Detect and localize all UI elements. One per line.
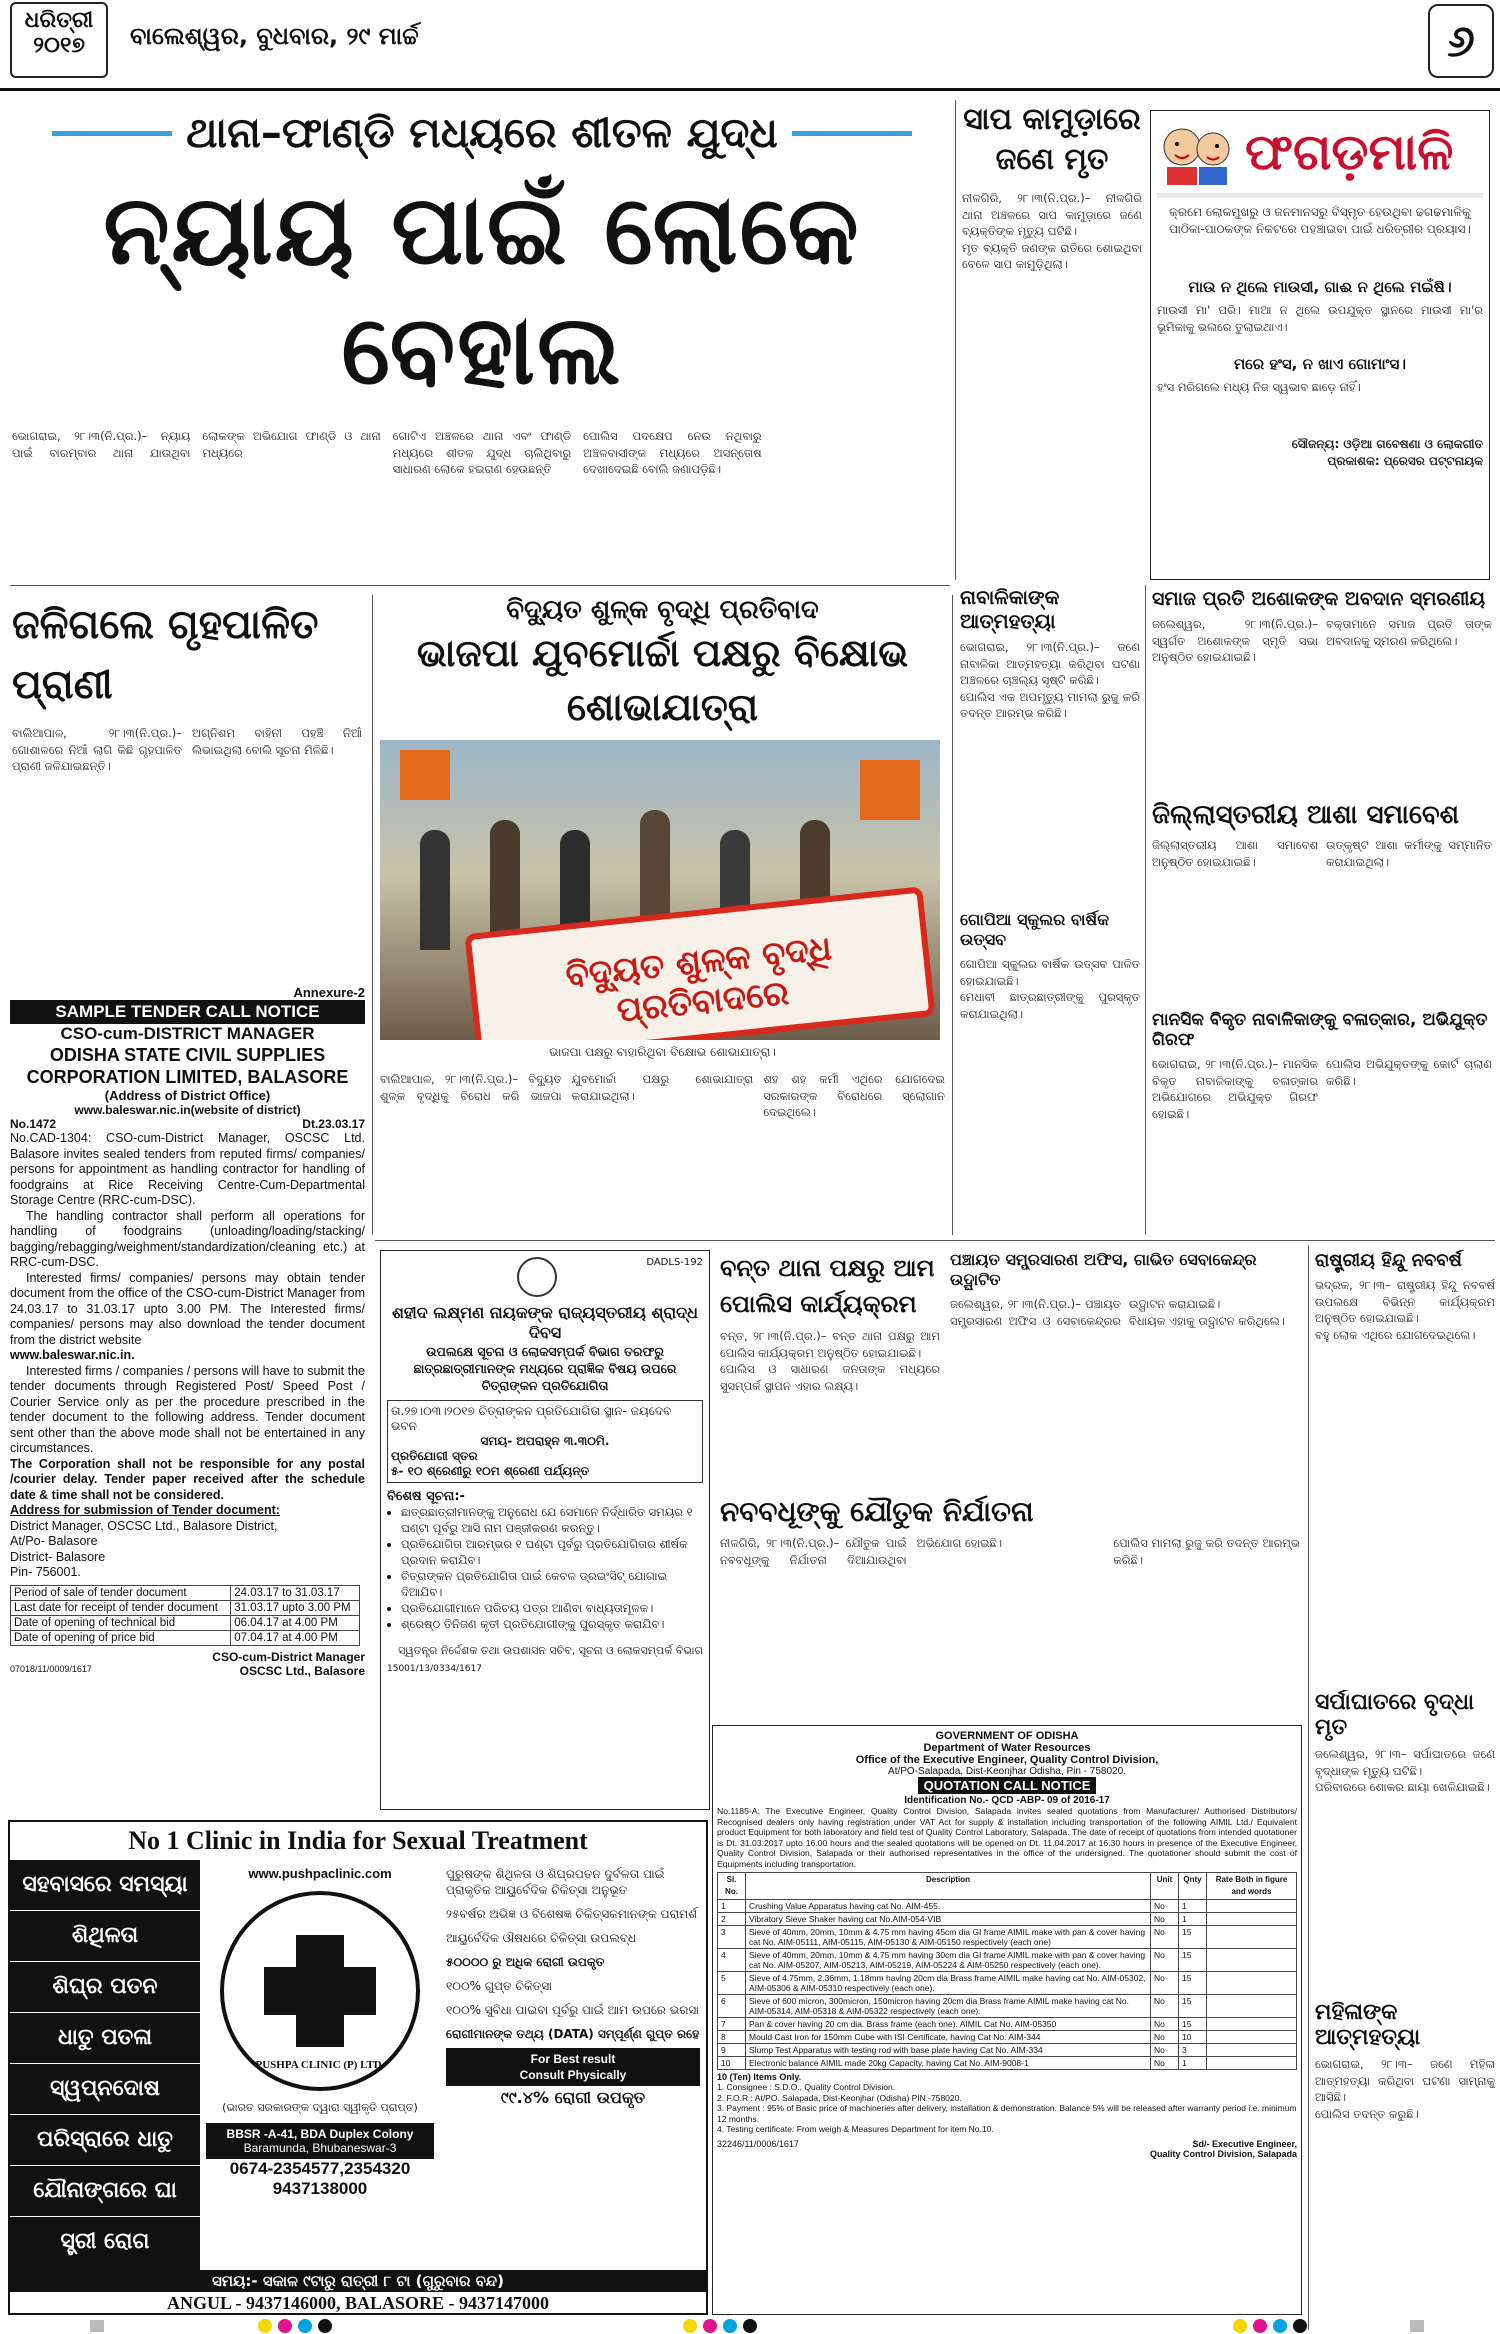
- table-header: Qnty: [1179, 1873, 1207, 1900]
- social-body-2: ବକ୍ତାମାନେ ସମାଜ ପ୍ରତି ତାଙ୍କ ଅବଦାନକୁ ସ୍ମରଣ କରିଥିଲେ।: [1326, 617, 1492, 648]
- snake-headline: ସାପ କାମୁଡ଼ାରେ ଜଣେ ମୃତ: [963, 102, 1141, 177]
- table-cell: 9: [718, 2044, 746, 2057]
- proverb-2: ମରେ ହଂସ, ନ ଖାଏ ଗୋମାଂସ।: [1233, 355, 1407, 373]
- quote-terms-head: 10 (Ten) Items Only.: [717, 2072, 802, 2082]
- school-body-2: ମେଧାବୀ ଛାତ୍ରଛାତ୍ରୀଙ୍କୁ ପୁରସ୍କୃତ କରାଯାଇଥିଲା।: [960, 990, 1140, 1021]
- tender-para-2: The handling contractor shall perform all operations for handling of foodgrains (unloading/loading/stacking/ bagging/rebagging/weighment/standardization/cleaning etc.) at RRC-cum-DSC.: [10, 1208, 365, 1269]
- table-cell: Period of sale of tender document: [11, 1585, 231, 1600]
- protest-story: [380, 595, 945, 1235]
- quote-office: Office of the Executive Engineer, Quality Control Division,: [855, 1754, 1159, 1766]
- quote-sign: Sd/- Executive Engineer,: [1192, 2138, 1297, 2149]
- arrest-body-1: ଭୋଗରାଇ, ୨୮।୩(ନି.ପ୍ର.)– ମାନସିକ ବିକୃତ ନାବାଳିକାଙ୍କୁ ବଳାତ୍କାର ଅଭିଯୋଗରେ ଅଭିଯୁକ୍ତ ଗିରଫ ହୋଇଛି।: [1152, 1057, 1318, 1121]
- table-cell: No: [1151, 1972, 1179, 1995]
- govt-point: • ଚିତ୍ରାଙ୍କନ ପ୍ରତିଯୋଗିତା ପାଇଁ କେବଳ ଡ୍ରଇଂସିଟ୍ ଯୋଗାଇ ଦିଆଯିବ।: [401, 1568, 703, 1600]
- table-row: [718, 2018, 1297, 2031]
- dowry-headline: ନବବଧୂଙ୍କୁ ଯୌତୁକ ନିର୍ଯାତନା: [720, 1495, 1034, 1528]
- tender-office: CSO-cum-DISTRICT MANAGER: [60, 1024, 315, 1043]
- asha-story: [1152, 800, 1492, 1010]
- school-headline: ଗୋପିଆ ସ୍କୁଲର ବାର୍ଷିକ ଉତ୍ସବ: [960, 910, 1110, 949]
- table-row: [718, 1926, 1297, 1949]
- quote-term: 4. Testing certificate: From weigh & Measures Department for item No.10.: [717, 2124, 994, 2134]
- govt-point: • ପ୍ରତିଯୋଗିତା ଆରମ୍ଭର ୧ ଘଣ୍ଟା ପୂର୍ବରୁ ପ୍ରତିଯୋଗିତାର ଶୀର୍ଷକ ପ୍ରଦାନ କରାଯିବ।: [401, 1536, 703, 1568]
- clinic-item: ଶିଘ୍ର ପତନ: [10, 1962, 200, 2013]
- table-cell: 15: [1179, 1949, 1207, 1972]
- quote-body: No.1185-A: The Executive Engineer, Quality Control Division, Salapada invites sealed quotations from Manufacturer/ Authorised Distributors/ Recognised dealers only having registration under VAT Act for supply & installation including transportation of the following AIMIL Ltd./ Equivalent product Equipment for both laboratory and field test of Quality Control Laboratory, Salapada. The date of receipt of quotations from intended quotationer is Dt. 31.03.2017 upto 16.00 hours and the sealed quotations will be opened on Dt. 11.04.2017 at 16.30 hours in presence of the Executive Engineer, Quality Control Division, Salapada or their authorised representatives in the office of the undersigned. The quotationer should submit the cost of Equipments including transportation.: [717, 1806, 1297, 1869]
- govt-footer: ସ୍ୱତନ୍ତ୍ର ନିର୍ଦ୍ଦେଶକ ତଥା ଉପଶାସନ ସଚିବ, ସୂଚନା ଓ ଲୋକସମ୍ପର୍କ ବିଭାଗ: [398, 1644, 703, 1657]
- tender-site: www.baleswar.nic.in(website of district): [74, 1103, 301, 1117]
- column-publisher: ପ୍ରକାଶକ: ପ୍ରେସର ପଟ୍ଟନାୟକ: [1327, 453, 1483, 468]
- dateline: ବାଲେଶ୍ୱର, ବୁଧବାର, ୨୯ ମାର୍ଚ୍ଚ: [130, 22, 419, 50]
- protest-body-2: ଶହ ଶହ କର୍ମୀ ଏଥିରେ ଯୋଗଦେଇ ସରକାରଙ୍କ ବିରୋଧରେ ସ୍ଲୋଗାନ ଦେଇଥିଲେ।: [763, 1072, 945, 1119]
- table-cell: 1: [1179, 2057, 1207, 2070]
- clinic-phone-2: 9437138000: [272, 2179, 368, 2198]
- table-cell: 7: [718, 2018, 746, 2031]
- quote-dept: Department of Water Resources: [923, 1742, 1091, 1754]
- proverb-1: ମାଉ ନ ଥିଲେ ମାଉସୀ, ଗାଈ ନ ଥିଲେ ମଇଁଷି।: [1188, 278, 1452, 296]
- woman-body-1: ଭୋଗରାଇ, ୨୮।୩– ଜଣେ ମହିଳା ଆତ୍ମହତ୍ୟା କରିଥିବା ଘଟଣା ସାମ୍ନାକୁ ଆସିଛି।: [1315, 2057, 1495, 2104]
- table-cell: 31.03.17 upto 3.00 PM: [231, 1600, 360, 1615]
- dowry-body-2: ପୋଲିସ ମାମଲା ରୁଜୁ କରି ତଦନ୍ତ ଆରମ୍ଭ କରିଛି।: [1113, 1536, 1300, 1567]
- table-cell: 2: [718, 1913, 746, 1926]
- table-cell: 24.03.17 to 31.03.17: [231, 1585, 360, 1600]
- quote-term: 1. Consignee : S.D.O., Quality Control Division.: [717, 2082, 896, 2092]
- table-cell: Sieve of 40mm, 20mm, 10mm & 4.75 mm having 45cm dia GI frame AIMIL make with pan & cover having cat No. AIM-05111, AIM-05115, AIM-05130 & AIM-05150 respectively (each one): [746, 1926, 1151, 1949]
- woman-headline: ମହିଳାଙ୍କ ଆତ୍ମହତ୍ୟା: [1315, 2000, 1421, 2050]
- table-row: [11, 1615, 360, 1630]
- panchayat-body-1: ଜଲେଶ୍ୱର, ୨୮।୩(ନି.ପ୍ର.)– ପଞ୍ଚାୟତ ସମ୍ପ୍ରସାରଣ ଅଫିସ ଓ ସେବାକେନ୍ଦ୍ରର ଉଦ୍ଘାଟନ କରାଯାଇଛି।: [950, 1297, 1221, 1328]
- proverb-column: ଫଗଡ଼ମାଳି କ୍ରମେ ଲୋକମୁଖରୁ ଓ ଜନମାନସରୁ ବିସ୍ମୃତ ହେଉଥିବା ଢଗଢମାଳିକୁ ପାଠିକା-ପାଠକଙ୍କ ନିକଟରେ ପହଞ୍ଚାଇବା ପାଇଁ ଧରିତ୍ରୀର ପ୍ରୟାସ। ମାଉ ନ ଥିଲେ ମାଉସୀ, ଗାଈ ନ ଥିଲେ ମଇଁଷି। ମାଉସୀ ମା' ପରି। ମାଆ ନ ଥିଲେ ଉପଯୁକ୍ତ ସ୍ଥାନରେ ମାଉସୀ ମା'ର ଭୂମିକାକୁ ଭଲରେ ତୁଲାଇଥାଏ। ମରେ ହଂସ, ନ ଖାଏ ଗୋମାଂସ। ହଂସ ମରିଗଲେ ମଧ୍ୟ ନିଜ ସ୍ୱଭାବ ଛାଡ଼େ ନାହିଁ। ସୌଜନ୍ୟ: ଓଡ଼ିଆ ଗବେଷଣା ଓ ଲୋକଗୀତ ପ୍ରକାଶକ: ପ୍ରେସର ପଟ୍ଟନାୟକ: [1150, 110, 1490, 580]
- protest-banner: [464, 886, 935, 1040]
- tender-para-3: Interested firms/ companies/ persons may obtain tender document from the office of the CSO-cum-District Manager from 24.03.17 to 31.03.17 upto 3.00 PM. The Interested firms/ companies/ persons may also download the tender document from the district website: [10, 1270, 365, 1347]
- table-cell: 1: [1179, 1900, 1207, 1913]
- protest-kicker: ବିଦ୍ୟୁତ ଶୁଳ୍କ ବୃଦ୍ଧି ପ୍ରତିବାଦ: [506, 595, 819, 625]
- table-cell: [1207, 1900, 1297, 1913]
- table-cell: No: [1151, 1913, 1179, 1926]
- table-row: [718, 2044, 1297, 2057]
- quote-ref: 32246/11/0006/1617: [717, 2138, 799, 2149]
- protest-photo: [380, 740, 940, 1040]
- table-cell: 15: [1179, 1926, 1207, 1949]
- govt-code: DADLS-192: [646, 1257, 703, 1268]
- clinic-point: ୨୫ବର୍ଷର ଅଭିଜ୍ଞ ଓ ବିଶେଷଜ୍ଞ ଚିକିତ୍ସକମାନଙ୍କ ପରାମର୍ଶ: [446, 1907, 698, 1921]
- clinic-result-head: For Best result: [530, 2052, 616, 2066]
- column-byline: ସୌଜନ୍ୟ: ଓଡ଼ିଆ ଗବେଷଣା ଓ ଲୋକଗୀତ: [1291, 436, 1483, 451]
- protest-caption: ଭାଜପା ପକ୍ଷରୁ ବାହାରିଥିବା ବିକ୍ଷୋଭ ଶୋଭାଯାତ୍ରା।: [549, 1045, 776, 1059]
- table-cell: No: [1151, 2057, 1179, 2070]
- table-row: [718, 1873, 1297, 1900]
- fire-body-1: ବାଲିଆପାଳ, ୨୮।୩(ନି.ପ୍ର.)– ଗୋଶାଳରେ ନିଆଁ ଲାଗି କିଛି ଗୃହପାଳିତ ପ୍ରାଣୀ ଜଳିଯାଇଛନ୍ତି।: [12, 726, 182, 773]
- quote-term: 3. Payment : 95% of Basic price of machineries after delivery, installation & demonstration. Balance 5% will be released after warranty period i.e. minimum 12 months.: [717, 2103, 1297, 2124]
- snake-body-1: ନୀଳଗିରି, ୨୮।୩(ନି.ପ୍ର.)– ନୀଳଗିରି ଥାନା ଅଞ୍ଚଳରେ ସାପ କାମୁଡ଼ାରେ ଜଣେ ବ୍ୟକ୍ତିଙ୍କ ମୃତ୍ୟୁ ଘଟିଛି।: [962, 191, 1142, 238]
- table-cell: [1207, 2031, 1297, 2044]
- tender-addr-3: District- Balasore: [10, 1549, 106, 1564]
- govt-point: • ଶ୍ରେଷ୍ଠ ତିନିଜଣ କୃତୀ ପ୍ରତିଯୋଗୀଙ୍କୁ ପୁରସ୍କୃତ କରାଯିବ।: [401, 1616, 703, 1632]
- table-cell: Pan & cover having 20 cm dia. Brass frame (each one). AIMIL Cat No. AIM-05350: [746, 2018, 1151, 2031]
- snake2-body-1: ଜଲେଶ୍ୱର, ୨୮।୩– ସର୍ପାଘାତରେ ଜଣେ ବୃଦ୍ଧାଙ୍କ ମୃତ୍ୟୁ ଘଟିଛି।: [1315, 1747, 1495, 1778]
- police-headline: ବନ୍ତ ଥାନା ପକ୍ଷରୁ ଆମ ପୋଲିସ କାର୍ଯ୍ୟକ୍ରମ: [720, 1254, 935, 1318]
- arrest-story: [1152, 1010, 1492, 1235]
- clinic-rate: ୯୯.୪% ରୋଗୀ ଉପକୃତ: [500, 2088, 646, 2107]
- page-number-label: ୬: [1447, 16, 1475, 67]
- quote-ident: Identification No.- QCD -ABP- 09 of 2016-17: [904, 1795, 1110, 1806]
- tender-date: Dt.23.03.17: [302, 1117, 365, 1131]
- table-row: [11, 1630, 360, 1645]
- govt-point: • ପ୍ରତିଯୋଗୀମାନେ ପରିଚୟ ପତ୍ର ଆଣିବା ବାଧ୍ୟତାମୂଳକ।: [401, 1600, 703, 1616]
- snake2-story: [1315, 1690, 1495, 1990]
- newyear-body-2: ବହୁ ଲୋକ ଏଥିରେ ଯୋଗଦେଇଥିଲେ।: [1315, 1327, 1476, 1342]
- column-title: ଫଗଡ଼ମାଳି: [1245, 122, 1454, 181]
- clinic-header: No 1 Clinic in India for Sexual Treatment: [128, 1826, 588, 1855]
- table-cell: [1207, 1926, 1297, 1949]
- table-cell: 3: [718, 1926, 746, 1949]
- govt-point: • ଛାତ୍ରଛାତ୍ରୀମାନଙ୍କୁ ଅନୁରୋଧ ଯେ ସେମାନେ ନିର୍ଦ୍ଧାରିତ ସମୟର ୧ ଘଣ୍ଟା ପୂର୍ବରୁ ଆସି ନାମ ପଞ୍ଜୀକରଣ କରନ୍ତୁ।: [401, 1504, 703, 1536]
- table-cell: No: [1151, 2044, 1179, 2057]
- tender-no: No.1472: [10, 1117, 57, 1131]
- table-row: [718, 1972, 1297, 1995]
- newyear-story: [1315, 1250, 1495, 1690]
- table-header: Sl. No.: [718, 1873, 746, 1900]
- table-cell: Sieve of 600 micron, 300micron, 150micron having 20cm dia Brass frame AIMIL make having cat No. AIM-05314, AIM-05318 & AIM-05322 respectively (each one).: [746, 1995, 1151, 2018]
- page-number: [1428, 4, 1494, 78]
- quotation-notice: [712, 1725, 1302, 2315]
- snake-body-2: ମୃତ ବ୍ୟକ୍ତି ଜଣଙ୍କ ରାତିରେ ଶୋଇଥିବା ବେଳେ ସାପ କାମୁଡ଼ିଥିଲା।: [962, 240, 1142, 271]
- table-cell: Last date for receipt of tender document: [11, 1600, 231, 1615]
- police-body-1: ବନ୍ତ, ୨୮।୩(ନି.ପ୍ର.)– ବନ୍ତ ଥାନା ପକ୍ଷରୁ ଆମ ପୋଲିସ କାର୍ଯ୍ୟକ୍ରମ ଅନୁଷ୍ଠିତ ହୋଇଯାଇଛି।: [720, 1329, 940, 1360]
- protest-banner-text: ବିଦ୍ୟୁତ ଶୁଳ୍କ ବୃଦ୍ଧି ପ୍ରତିବାଦରେ: [563, 928, 834, 1031]
- table-cell: [1207, 1972, 1297, 1995]
- table-cell: Sieve of 40mm, 20mm, 10mm & 4.75 mm having 30cm dia GI frame AIMIL make with pan & cover having cat No. AIM-05207, AIM-05213, AIM-05219, AIM-05224 & AIM-05250 respectively (each one).: [746, 1949, 1151, 1972]
- clinic-item: ପରିସ୍ରାରେ ଧାତୁ: [10, 2115, 200, 2166]
- paper-name: ଧରିତ୍ରୀ: [24, 8, 94, 33]
- cartoon-icon: [1157, 117, 1237, 187]
- govt-special: ବିଶେଷ ସୂଚନା:-: [387, 1489, 465, 1504]
- table-cell: [1207, 1995, 1297, 2018]
- quote-addr: At/PO-Salapada, Dist-Keonjhar Odisha, Pin - 758020.: [888, 1766, 1126, 1777]
- table-header: Rate Both in figure and words: [1207, 1873, 1297, 1900]
- clinic-item: ସହବାସରେ ସମସ୍ୟା: [10, 1860, 200, 1911]
- table-cell: Date of opening of technical bid: [11, 1615, 231, 1630]
- tender-annexure: Annexure-2: [293, 985, 365, 1000]
- panchayat-story: [950, 1250, 1300, 1490]
- table-cell: No: [1151, 2031, 1179, 2044]
- table-row: [11, 1600, 360, 1615]
- table-cell: Crushing Value Apparatus having cat No. AIM-455.: [746, 1900, 1151, 1913]
- govt-grade-head: ପ୍ରତିଯୋଗୀ ସ୍ତର: [391, 1449, 478, 1463]
- social-story: [1152, 588, 1492, 798]
- table-cell: Date of opening of price bid: [11, 1630, 231, 1645]
- table-cell: Slump Test Apparatus with testing rod with base plate having Cat No. AIM-334: [746, 2044, 1151, 2057]
- govt-subtitle: ଉପଲକ୍ଷେ ସୂଚନା ଓ ଲୋକସମ୍ପର୍କ ବିଭାଗ ତରଫରୁ ଛାତ୍ରଛାତ୍ରୀମାନଙ୍କ ମଧ୍ୟରେ ପ୍ରାଜ୍ଞିକ ବିଷୟ ଉପରେ ଚିତ୍ରାଙ୍କନ ପ୍ରତିଯୋଗିତା: [413, 1344, 677, 1393]
- tender-table: [10, 1585, 360, 1646]
- table-cell: Mould Cast Iron for 150mm Cube with ISI Certificate, having Cat No. AIM-344: [746, 2031, 1151, 2044]
- arrest-body-2: ପୋଲିସ ଅଭିଯୁକ୍ତଙ୍କୁ କୋର୍ଟ ଚାଲାଣ କରିଛି।: [1326, 1057, 1492, 1088]
- table-cell: No: [1151, 1900, 1179, 1913]
- minor-suicide-body-1: ଭୋଗରାଇ, ୨୮।୩(ନି.ପ୍ର.)– ଜଣେ ନାବାଳିକା ଆତ୍ମହତ୍ୟା କରିଥିବା ଘଟଣା ଅଞ୍ଚଳରେ ଚାଞ୍ଚଲ୍ୟ ସୃଷ୍ଟି କରିଛି।: [960, 640, 1140, 687]
- print-marks: [0, 2318, 1500, 2334]
- table-cell: 4: [718, 1949, 746, 1972]
- fire-story: [12, 595, 362, 985]
- govt-notice: [380, 1250, 710, 1810]
- school-story: [960, 910, 1140, 1230]
- tender-para-1: No.CAD-1304: CSO-cum-District Manager, OSCSC Ltd. Balasore invites sealed tenders from reputed firms/ companies/ persons for appointment as handling contractor for handling of foodgrains at Rice Receiving Centre-Cum-Departmental Storage Centre (RRC-cum-DSC).: [10, 1131, 365, 1207]
- police-body-2: ପୋଲିସ ଓ ସାଧାରଣ ଜନତାଙ୍କ ମଧ୍ୟରେ ସୁସମ୍ପର୍କ ସ୍ଥାପନ ଏହାର ଲକ୍ଷ୍ୟ।: [720, 1362, 940, 1393]
- snake-story: [962, 100, 1142, 580]
- table-cell: 8: [718, 2031, 746, 2044]
- table-cell: Electronic balance AIMIL made 20kg Capacity, having Cat No. AIM-9008-1: [746, 2057, 1151, 2070]
- table-cell: No: [1151, 1949, 1179, 1972]
- clinic-branches: ANGUL - 9437146000, BALASORE - 9437147000: [166, 2293, 550, 2313]
- tender-ref: 07018/11/0009/1617: [10, 1663, 92, 1674]
- table-row: [718, 1949, 1297, 1972]
- lead-body-3: ପୋଲିସ ପଦକ୍ଷେପ ନେଉ ନଥିବାରୁ ଅଞ୍ଚଳବାସୀଙ୍କ ମଧ୍ୟରେ ଅସନ୍ତୋଷ ଦେଖାଦେଇଛି ବୋଲି ଜଣାପଡ଼ିଛି।: [583, 429, 762, 476]
- clinic-logo-sub: (ଭାରତ ସରକାରଙ୍କ ଦ୍ୱାରା ସ୍ୱୀକୃତି ପ୍ରାପ୍ତ): [222, 2101, 418, 2114]
- table-cell: Vibratory Sieve Shaker having cat No.AIM-054-VIB: [746, 1913, 1151, 1926]
- tender-addr-4: Pin- 756001.: [10, 1565, 81, 1579]
- quote-term: 2. F.O.R : At/PO. Salapada, Dist-Keonjhar (Odisha) PIN -758020.: [717, 2092, 962, 2103]
- quote-rows: [718, 1900, 1297, 2070]
- tender-org: ODISHA STATE CIVIL SUPPLIES CORPORATION LIMITED, BALASORE: [26, 1045, 349, 1087]
- column-intro: କ୍ରମେ ଲୋକମୁଖରୁ ଓ ଜନମାନସରୁ ବିସ୍ମୃତ ହେଉଥିବା ଢଗଢମାଳିକୁ ପାଠିକା-ପାଠକଙ୍କ ନିକଟରେ ପହଞ୍ଚାଇବା ପାଇଁ ଧରିତ୍ରୀର ପ୍ରୟାସ।: [1169, 205, 1471, 236]
- asha-body-1: ଜିଲ୍ଲାସ୍ତରୀୟ ଆଶା ସମାବେଶ ଅନୁଷ୍ଠିତ ହୋଇଯାଇଛି।: [1152, 838, 1318, 869]
- govt-title: ଶହୀଦ ଲକ୍ଷ୍ମଣ ନାୟକଙ୍କ ରାଜ୍ୟସ୍ତରୀୟ ଶ୍ରାଦ୍ଧ ଦିବସ: [392, 1303, 698, 1342]
- lead-body-2: ଗୋଟିଏ ଅଞ୍ଚଳରେ ଥାନା ଏବଂ ଫାଣ୍ଡି ମଧ୍ୟରେ ଶୀତଳ ଯୁଦ୍ଧ ଚାଲିଥିବାରୁ ସାଧାରଣ ଲୋକେ ହଇରାଣ ହେଉଛନ୍ତି: [392, 429, 572, 476]
- clinic-item: ଶିଥିଳତା: [10, 1911, 200, 1962]
- tender-addr-head: Address for submission of Tender document:: [10, 1503, 280, 1517]
- table-header: Unit: [1151, 1873, 1179, 1900]
- tender-para-4: Interested firms / companies / persons will have to submit the tender documents through Registered Post/ Speed Post / Courier Service only as per the procedure prescribed in the tender document to the following address. Tender document sent other than the above mode shall not be entertained in any circumstances.: [10, 1363, 365, 1455]
- table-cell: 6: [718, 1995, 746, 2018]
- panchayat-headline: ପଞ୍ଚାୟତ ସମ୍ପ୍ରସାରଣ ଅଫିସ, ଗାଭିତ ସେବାକେନ୍ଦ୍ର ଉଦ୍ଘାଟିତ: [950, 1250, 1257, 1289]
- quote-title: QUOTATION CALL NOTICE: [918, 1777, 1097, 1794]
- table-row: [718, 1900, 1297, 1913]
- panchayat-body-2: ବିଧାୟକ ଏହାକୁ ଉଦ୍ଘାଟନ କରିଥିଲେ।: [1129, 1313, 1285, 1328]
- newyear-headline: ରାଷ୍ଟ୍ରୀୟ ହିନ୍ଦୁ ନବବର୍ଷ: [1315, 1250, 1462, 1271]
- table-header: Description: [746, 1873, 1151, 1900]
- table-row: [718, 2031, 1297, 2044]
- clinic-point: ଆୟୁର୍ବେଦିକ ଔଷଧରେ ଚିକିତ୍ସା ଉପଲବ୍ଧ: [446, 1931, 637, 1945]
- clinic-item: ଯୌନାଙ୍ଗରେ ଘା: [10, 2166, 200, 2217]
- clinic-point: ୧୦୦% ସୁବିଧା ପାଇବା ପୂର୍ବରୁ ପାଇଁ ଆମ ଉପରେ ଭରସା: [446, 2003, 699, 2017]
- tender-addr-2: At/Po- Balasore: [10, 1534, 98, 1548]
- table-cell: 06.04.17 at 4.00 PM: [231, 1615, 360, 1630]
- table-cell: [1207, 2044, 1297, 2057]
- table-cell: [1207, 2018, 1297, 2031]
- table-cell: [1207, 1913, 1297, 1926]
- snake2-body-2: ପରିବାରରେ ଶୋକର ଛାୟା ଖେଳିଯାଇଛି।: [1315, 1780, 1490, 1794]
- tender-notice: [10, 985, 365, 1815]
- protest-body-1: ବାଲିଆପାଳ, ୨୮।୩(ନି.ପ୍ର.)– ବିଦ୍ୟୁତ ଶୁଳ୍କ ବୃଦ୍ଧିକୁ ବିରୋଧ କରି ଭାଜପା ଯୁବମୋର୍ଚ୍ଚା ପକ୍ଷରୁ ଶୋଭାଯାତ୍ରା କରାଯାଇଥିଲା।: [380, 1072, 754, 1103]
- masthead: [0, 0, 1500, 95]
- clinic-logo-text: PUSHPA CLINIC (P) LTD.: [255, 2059, 385, 2071]
- paper-year: ୨୦୧୭: [33, 33, 85, 58]
- lead-headline: ନ୍ୟାୟ ପାଇଁ ଲୋକେ ବେହାଲ: [103, 174, 861, 406]
- clinic-result-sub: Consult Physically: [519, 2068, 627, 2082]
- tender-site-2: www.baleswar.nic.in.: [10, 1348, 135, 1362]
- table-row: [718, 1995, 1297, 2018]
- dowry-story: [720, 1495, 1300, 1725]
- table-cell: 10: [718, 2057, 746, 2070]
- tender-addr-1: District Manager, OSCSC Ltd., Balasore District,: [10, 1518, 278, 1533]
- tender-sign: CSO-cum-District Manager: [212, 1649, 365, 1664]
- social-headline: ସମାଜ ପ୍ରତି ଅଶୋକଙ୍କ ଅବଦାନ ସ୍ମରଣୀୟ: [1152, 588, 1486, 610]
- protest-headline: ଭାଜପା ଯୁବମୋର୍ଚ୍ଚା ପକ୍ଷରୁ ବିକ୍ଷୋଭ ଶୋଭାଯାତ୍ରା: [416, 631, 909, 729]
- social-body-1: ଜଲେଶ୍ୱର, ୨୮।୩(ନି.ପ୍ର.)– ସ୍ୱର୍ଗତ ଅଶୋକଙ୍କ ସ୍ମୃତି ସଭା ଅନୁଷ୍ଠିତ ହୋଇଯାଇଛି।: [1152, 617, 1318, 664]
- fire-headline: ଜଳିଗଲେ ଗୃହପାଳିତ ପ୍ରାଣୀ: [12, 602, 319, 708]
- clinic-address-2: Baramunda, Bhubaneswar-3: [243, 2141, 397, 2155]
- clinic-item: ଧାତୁ ପତଳା: [10, 2013, 200, 2064]
- table-cell: 5: [718, 1972, 746, 1995]
- table-cell: 10: [1179, 2031, 1207, 2044]
- clinic-site: www.pushpaclinic.com: [248, 1866, 392, 1881]
- table-cell: No: [1151, 1926, 1179, 1949]
- clinic-address: BBSR -A-41, BDA Duplex Colony: [226, 2127, 414, 2141]
- tender-title: SAMPLE TENDER CALL NOTICE: [10, 1000, 365, 1024]
- woman-body-2: ପୋଲିସ ତଦନ୍ତ କରୁଛି।: [1315, 2106, 1419, 2121]
- snake2-headline: ସର୍ପାଘାତରେ ବୃଦ୍ଧା ମୃତ: [1315, 1690, 1474, 1740]
- govt-time: ସମୟ- ଅପରାହ୍ନ ୩.୩୦ମି.: [480, 1434, 610, 1448]
- lead-body-1: ଭୋଗରାଇ, ୨୮।୩(ନି.ପ୍ର.)– ନ୍ୟାୟ ପାଇଁ ବାରମ୍ବାର ଥାନା ଯାଉଥିବା ଲୋକଙ୍କ ଅଭିଯୋଗ ଫାଣ୍ଡି ଓ ଥାନା ମଧ୍ୟରେ: [12, 429, 381, 460]
- clinic-logo: [220, 1891, 420, 2091]
- table-row: [718, 2057, 1297, 2070]
- clinic-point: ୫୦୦୦୦ ରୁ ଅଧିକ ରୋଗୀ ଉପକୃତ: [446, 1955, 605, 1969]
- quote-sign-2: Quality Control Division, Salapada: [1149, 2148, 1297, 2159]
- minor-suicide-body-2: ପୋଲିସ ଏକ ଅପମୃତ୍ୟୁ ମାମଲା ରୁଜୁ କରି ତଦନ୍ତ ଆରମ୍ଭ କରିଛି।: [960, 689, 1140, 720]
- table-cell: Sieve of 4.75mm, 2.36mm, 1.18mm having 20cm dia Brass frame AIMIL make having cat No. AIM-05302, AIM-05306 & AIM-05310 respectively (each one).: [746, 1972, 1151, 1995]
- govt-emblem-icon: [517, 1257, 557, 1297]
- lead-story: [12, 100, 952, 580]
- table-cell: 3: [1179, 2044, 1207, 2057]
- clinic-point: ୧୦୦% ଗୁପ୍ତ ଚିକିତ୍ସା: [446, 1979, 552, 1993]
- govt-date: ତା.୨୭।୦୩।୨୦୧୭ ଚିତ୍ରାଙ୍କନ ପ୍ରତିଯୋଗିତା ସ୍ଥାନ- ଜୟଦେବ ଭବନ: [391, 1404, 672, 1433]
- table-cell: 15: [1179, 2018, 1207, 2031]
- govt-ref: 15001/13/0334/1617: [387, 1664, 482, 1674]
- lead-kicker: ଥାନା–ଫାଣ୍ଡି ମଧ୍ୟରେ ଶୀତଳ ଯୁଦ୍ଧ: [186, 108, 778, 157]
- table-row: [11, 1585, 360, 1600]
- govt-grade: ୫- ୧୦ ଶ୍ରେଣୀରୁ ୧୦ମ ଶ୍ରେଣୀ ପର୍ଯ୍ୟନ୍ତ: [391, 1464, 590, 1478]
- paper-logo: [10, 2, 108, 78]
- minor-suicide-headline: ନାବାଳିକାଙ୍କ ଆତ୍ମହତ୍ୟା: [960, 585, 1060, 633]
- table-cell: 07.04.17 at 4.00 PM: [231, 1630, 360, 1645]
- clinic-ad: [8, 1820, 708, 2315]
- table-cell: No: [1151, 1995, 1179, 2018]
- woman-story: [1315, 2000, 1495, 2300]
- tender-sign-2: OSCSC Ltd., Balasore: [239, 1663, 365, 1678]
- table-cell: 15: [1179, 1972, 1207, 1995]
- clinic-point: ପୁରୁଷଙ୍କ ଶିଥିଳତା ଓ ଶିଘ୍ରପତନ ଦୁର୍ବଳତା ପାଇଁ ପ୍ରାକୃତିକ ଆୟୁର୍ବେଦିକ ଚିକିତ୍ସା ଅନୁଭୂତ: [446, 1867, 665, 1897]
- clinic-data-line: ରୋଗୀମାନଙ୍କ ତଥ୍ୟ (DATA) ସମ୍ପୂର୍ଣ୍ଣ ଗୁପ୍ତ ରହେ: [446, 2027, 700, 2041]
- table-cell: 15: [1179, 1995, 1207, 2018]
- quote-table: [717, 1872, 1297, 2070]
- table-cell: [1207, 1949, 1297, 1972]
- table-cell: 1: [1179, 1913, 1207, 1926]
- clinic-item: ସ୍ୱପ୍ନଦୋଷ: [10, 2064, 200, 2115]
- clinic-timing: ସମୟ:- ସକାଳ ୯ଟାରୁ ରାତ୍ରୀ ୮ ଟା (ଗୁରୁବାର ବନ୍ଦ): [212, 2272, 504, 2290]
- table-cell: [1207, 2057, 1297, 2070]
- newyear-body-1: ଭଦ୍ରକ, ୨୮।୩– ରାଷ୍ଟ୍ରୀୟ ହିନ୍ଦୁ ନବବର୍ଷ ଉପଲକ୍ଷେ ବିଭିନ୍ନ କାର୍ଯ୍ୟକ୍ରମ ଅନୁଷ୍ଠିତ ହୋଇଯାଇଛି।: [1315, 1278, 1495, 1325]
- arrest-headline: ମାନସିକ ବିକୃତ ନାବାଳିକାଙ୍କୁ ବଳାତ୍କାର, ଅଭିଯୁକ୍ତ ଗିରଫ: [1152, 1010, 1488, 1050]
- table-row: [718, 1913, 1297, 1926]
- quote-gov: GOVERNMENT OF ODISHA: [935, 1730, 1079, 1742]
- clinic-phone: 0674-2354577,2354320: [229, 2159, 411, 2178]
- tender-addr-note: (Address of District Office): [104, 1088, 271, 1103]
- asha-body-2: ଉତ୍କୃଷ୍ଟ ଆଶା କର୍ମୀଙ୍କୁ ସମ୍ମାନିତ କରାଯାଇଥିଲା।: [1326, 838, 1492, 869]
- clinic-item: ସ୍ତ୍ରୀ ରୋଗ: [60, 2229, 150, 2254]
- fire-body-2: ଅଗ୍ନିଶମ ବାହିନୀ ପହଞ୍ଚି ନିଆଁ ଲିଭାଇଥିଲା ବୋଲି ସୂଚନା ମିଳିଛି।: [192, 726, 362, 757]
- asha-headline: ଜିଲ୍ଲାସ୍ତରୀୟ ଆଶା ସମାବେଶ: [1152, 800, 1459, 830]
- tender-bold-note: The Corporation shall not be responsible for any postal /courier delay. Tender paper received after the schedule date & time shall not be considered.: [10, 1456, 365, 1502]
- table-cell: 1: [718, 1900, 746, 1913]
- school-body-1: ଗୋପିଆ ସ୍କୁଲର ବାର୍ଷିକ ଉତ୍ସବ ପାଳିତ ହୋଇଯାଇଛି।: [960, 957, 1140, 988]
- dowry-body-1: ନୀଳଗିରି, ୨୮।୩(ନି.ପ୍ର.)– ଯୌତୁକ ପାଇଁ ନବବଧୂଙ୍କୁ ନିର୍ଯାତନା ଦିଆଯାଉଥିବା ଅଭିଯୋଗ ହୋଇଛି।: [720, 1536, 1003, 1567]
- minor-suicide-story: [960, 585, 1140, 905]
- table-cell: No: [1151, 2018, 1179, 2031]
